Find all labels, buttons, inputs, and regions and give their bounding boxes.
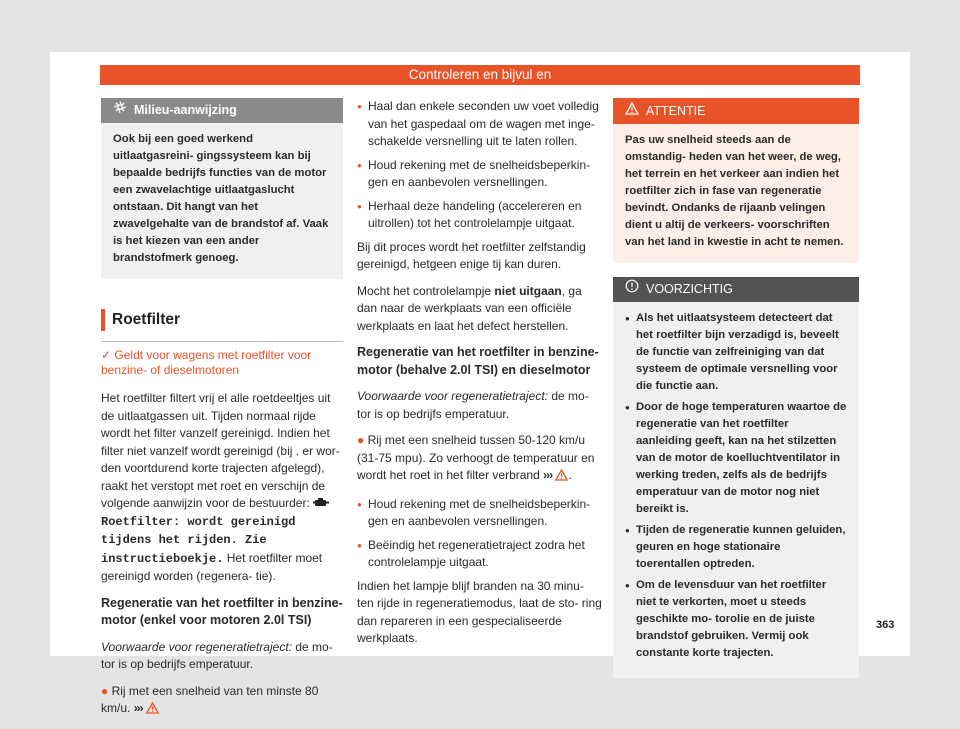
warning-box [613, 98, 859, 263]
warning-header [613, 98, 859, 124]
caution-box [613, 277, 859, 678]
section-divider [101, 341, 343, 342]
page-header: Controleren en bijvul en [100, 65, 860, 85]
list-item: ● Tijden de regeneratie kunnen geluiden, geuren en hoge stationaire toerentallen optreden. [625, 522, 847, 573]
section-title-roetfilter: Roetfilter [101, 309, 343, 331]
warning-text: Pas uw snelheid steeds aan de omstandig- heden van het weer, de weg, het terrein en het verkeer aan indien het roetfilter zich in fase van regeneratie bevindt. Ondanks de rijaanb velingen dient u altij de verkeers- voorschriften van het land in kwestie in acht te nemen. [625, 134, 844, 248]
list-item: ● Herhaal deze handeling (accelereren en uitrollen) tot het controlelampje uitgaat. [357, 198, 602, 233]
caution-list [625, 310, 847, 662]
condition-paragraph: Voorwaarde voor regeneratietraject: de mo- tor is op bedrijfs emperatuur. [101, 639, 333, 671]
intro-paragraph: Het roetfilter filtert vrij el alle roetdeeltjes uit de uitlaatgassen uit. Tijden normaal rijde wordt het filter vanzelf gereinigd. Indien het filter niet vanzelf wordt gereinigd (bij . er wor- den voortdurend korte trajecten afgelegd), raakt het verstopt met roet en verschijn de volgende aanwijzin voor de bestuurder: Roetfilter: wordt gereinigd tijdens het rijden. Zie instructieboekje. Het roetfilter moet gereinigd worden (regenera- tie). [101, 391, 340, 583]
eco-note-title: Milieu-aanwijzing [134, 103, 237, 117]
subhead-diesel: Regeneratie van het roetfilter in benzine- motor (behalve 2.0l TSI) en dieselmotor [357, 345, 599, 377]
lamp-paragraph: Mocht het controlelampje niet uitgaan, ga dan naar de werkplaats van een officiële werkplaats en laat het defect herstellen. [357, 283, 582, 333]
process-paragraph: Bij dit proces wordt het roetfilter zelfstandig gereinigd, hetgeen enige tij kan duren. [357, 239, 586, 271]
eco-note-body [101, 123, 343, 279]
list-item: ● Beëindig het regeneratietraject zodra het controlelampje uitgaat. [357, 537, 602, 572]
speed-bullet-2: ● Rij met een snelheid tussen 50-120 km/u (31-75 mpu). Zo verhoogt de temperatuur en wordt het roet in het filter verbrand ››› . [357, 432, 602, 487]
caution-header [613, 277, 859, 302]
eco-note-text: Ook bij een goed werkend uitlaatgasreini- gingssysteem kan bij bepaalde bedrijfs functies van de motor een zwavelachtige uitlaatgaslucht ontstaan. Dit hangt van het zwavelgehalte van de brandstof af. Vaak is het kiezen van een ander brandstofmerk genoeg. [113, 133, 329, 264]
warning-triangle-icon [555, 469, 568, 487]
caution-title: VOORZICHTIG [646, 282, 733, 296]
middle-column [357, 98, 602, 657]
applicability-note: ✓ Geldt voor wagens met roetfilter voor benzine- of dieselmotoren [101, 348, 312, 377]
check-icon: ✓ [101, 348, 112, 362]
lamp-remains-paragraph: Indien het lampje blijf branden na 30 minu- ten rijde in regeneratiemodus, laat de sto- ring dan repareren in een gespecialiseerde werkplaats. [357, 578, 602, 645]
leaf-icon [113, 98, 127, 123]
list-item: ● Haal dan enkele seconden uw voet volledig van het gaspedaal om de wagen met inge- schakelde versnelling uit te laten rollen. [357, 98, 602, 151]
steps-list [357, 98, 602, 233]
right-column [613, 98, 859, 678]
page-number: 363 [876, 619, 895, 631]
left-column [101, 98, 343, 729]
list-item: ● Houd rekening met de snelheidsbeperkin- gen en aanbevolen versnellingen. [357, 157, 602, 192]
condition-paragraph-2: Voorwaarde voor regeneratietraject: de mo- tor is op bedrijfs emperatuur. [357, 389, 589, 421]
eco-note-header [101, 98, 343, 123]
speed-bullet: ● Rij met een snelheid van ten minste 80 km/u. ››› [101, 683, 343, 720]
warning-triangle-icon [146, 702, 159, 720]
list-item: ● Om de levensduur van het roetfilter niet te verkorten, moet u steeds geschikte mo- torolie en de juiste brandstof gebruiken. Vermij ook constante korte trajecten. [625, 577, 847, 662]
continue-arrows-2: ››› [543, 468, 553, 482]
subhead-tsi: Regeneratie van het roetfilter in benzine- motor (enkel voor motoren 2.0l TSI) [101, 595, 343, 627]
caution-body [613, 302, 859, 678]
list-item: ● Houd rekening met de snelheidsbeperkin- gen en aanbevolen versnellingen. [357, 496, 602, 531]
display-message: Roetfilter: wordt gereinigd tijdens het rijden. Zie instructieboekje. [101, 514, 296, 566]
engine-warning-icon [313, 496, 329, 510]
warning-body [613, 124, 859, 263]
list-item: ● Door de hoge temperaturen waartoe de regeneratie van het roetfilter aanleiding geeft, kan na het stilzetten van de motor de koelluchtventilator in werking treden, zelfs als de bedrijfs emperatuur van de motor nog niet bereikt is. [625, 399, 847, 518]
continue-arrows: ››› [133, 701, 143, 715]
list-item: ● Als het uitlaatsysteem detecteert dat het roetfilter bijn verzadigd is, beveelt de functie van zelfreiniging van dat systeem de optimale versnelling voor die functie aan. [625, 310, 847, 395]
eco-note-box [101, 98, 343, 279]
warning-title: ATTENTIE [646, 104, 706, 118]
info-circle-icon [625, 277, 639, 302]
steps-list-2 [357, 496, 602, 572]
warning-triangle-icon [625, 98, 639, 124]
